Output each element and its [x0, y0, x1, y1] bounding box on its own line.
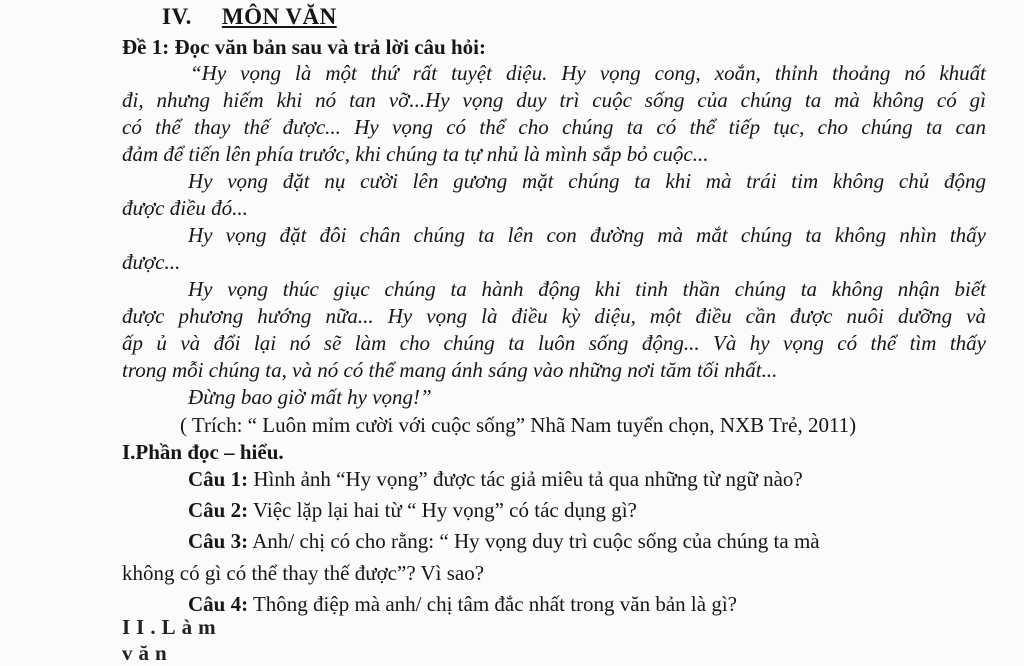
exam-instruction: Đọc văn bản sau và trả lời câu hỏi:	[174, 35, 486, 59]
passage-line: Hy vọng đặt đôi chân chúng ta lên con đường mà mắt chúng ta không nhìn thấy	[188, 223, 986, 247]
passage-line: ấp ủ và đổi lại nó sẽ làm cho chúng ta luôn sống động... Và hy vọng có thể tìm thấy	[122, 331, 986, 355]
section-title: MÔN VĂN	[221, 4, 337, 29]
question-text: Anh/ chị có cho rằng: “ Hy vọng duy trì cuộc sống của chúng ta mà	[252, 529, 820, 553]
passage-line: Hy vọng thúc giục chúng ta hành động khi tinh thần chúng ta không nhận biết	[188, 277, 986, 301]
next-part-title-cutoff	[122, 615, 242, 665]
question-4	[188, 591, 737, 617]
passage-line: đi, nhưng hiếm khi nó tan vỡ...Hy vọng duy trì cuộc sống của chúng ta mà không có gì	[122, 88, 986, 112]
part-title: I.Phần đọc – hiểu.	[122, 440, 284, 464]
question-text: Hình ảnh “Hy vọng” được tác giả miêu tả qua những từ ngữ nào?	[253, 467, 803, 491]
exam-prompt	[122, 34, 486, 60]
question-text: Việc lặp lại hai từ “ Hy vọng” có tác dụng gì?	[252, 498, 637, 522]
passage-line: được phương hướng nữa... Hy vọng là điều kỳ diệu, một điều cần được nuôi dưỡng và	[122, 304, 986, 328]
passage-line: được...	[122, 250, 181, 274]
passage-line: được điều đó...	[122, 196, 248, 220]
question-1	[188, 466, 803, 492]
question-3-continuation: không có gì có thể thay thế được”? Vì sao?	[122, 561, 485, 585]
passage-line: có thể thay thế được... Hy vọng có thể cho chúng ta có thể tiếp tục, cho chúng ta can	[122, 115, 986, 139]
question-label: Câu 1:	[188, 467, 249, 491]
question-3	[188, 528, 820, 554]
question-text: Thông điệp mà anh/ chị tâm đắc nhất trong văn bản là gì?	[252, 592, 737, 616]
section-number: IV.	[162, 4, 192, 29]
passage-line: đảm để tiến lên phía trước, khi chúng ta tự nhủ là mình sắp bỏ cuộc...	[122, 142, 709, 166]
passage-citation: ( Trích: “ Luôn mỉm cười với cuộc sống” Nhã Nam tuyển chọn, NXB Trẻ, 2011)	[180, 413, 857, 437]
question-2	[188, 497, 637, 523]
passage-line: trong mỗi chúng ta, và nó có thể mang ánh sáng vào những nơi tăm tối nhất...	[122, 358, 778, 382]
question-label: Câu 2:	[188, 498, 249, 522]
exam-label: Đề 1:	[122, 35, 170, 59]
passage-line: “Hy vọng là một thứ rất tuyệt diệu. Hy vọng cong, xoắn, thỉnh thoảng nó khuất	[190, 61, 986, 85]
section-heading	[162, 4, 337, 30]
question-label: Câu 3:	[188, 529, 249, 553]
passage-line: Đừng bao giờ mất hy vọng!”	[188, 385, 432, 409]
question-label: Câu 4:	[188, 592, 249, 616]
passage-line: Hy vọng đặt nụ cười lên gương mặt chúng ta khi mà trái tim không chủ động	[188, 169, 986, 193]
next-part-title: II.Làm văn	[122, 615, 222, 665]
